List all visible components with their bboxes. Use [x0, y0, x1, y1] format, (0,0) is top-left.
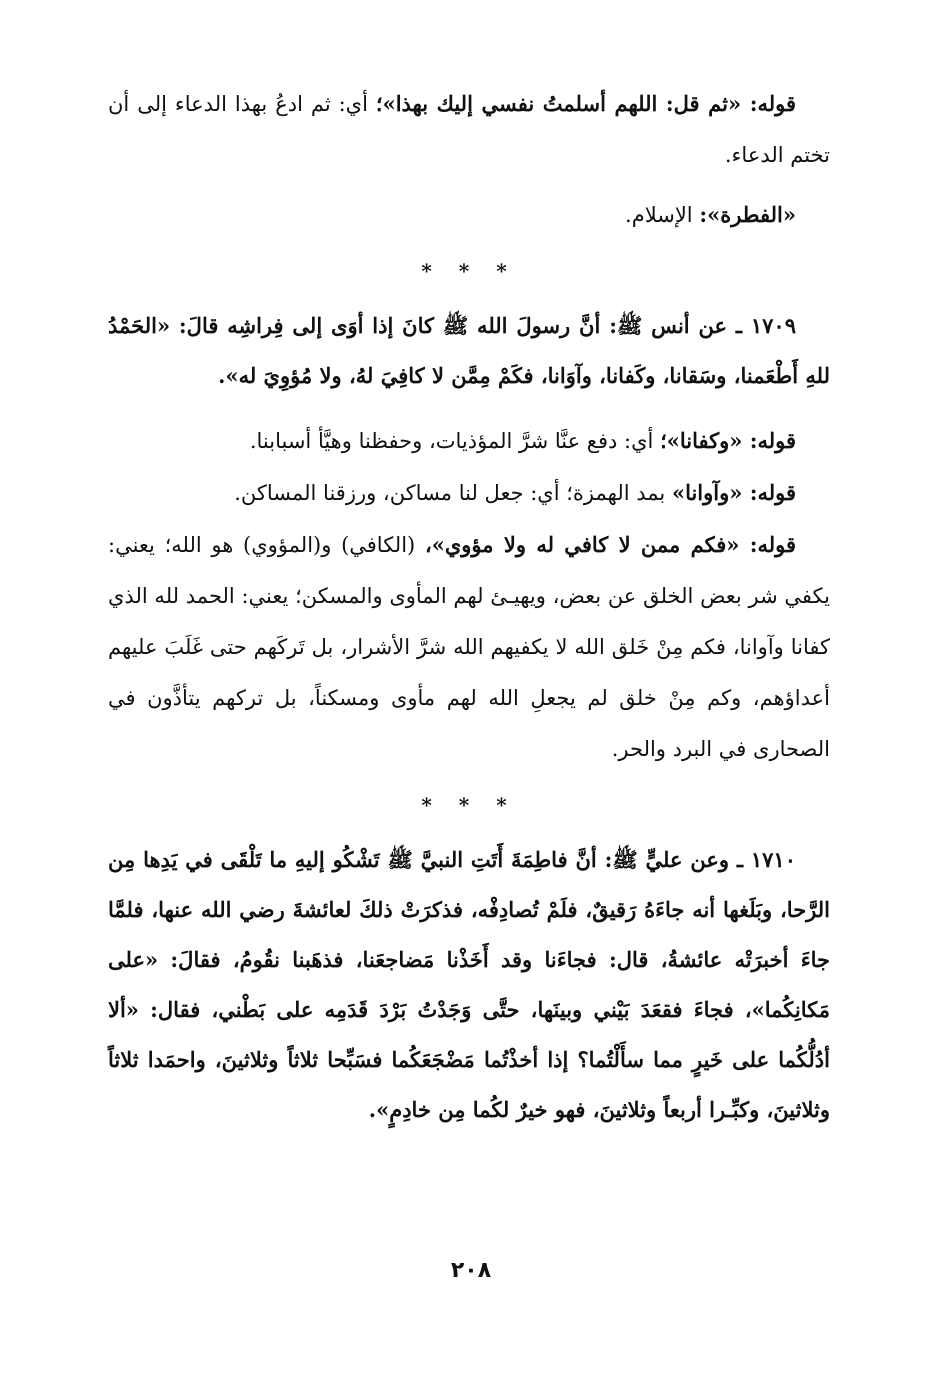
page-number: ٢٠٨: [450, 1258, 492, 1283]
commentary-text: بمد الهمزة؛ أي: جعل لنا مساكن، ورزقنا المساكن.: [234, 481, 672, 505]
hadith-number: ١٧١٠ ـ وعن عليٍّ ﷺ:: [604, 847, 796, 872]
commentary-text: (الكافي) و(المؤوي) هو الله؛ يعني: يكفي شر بعض الخلق عن بعض، ويهيـئ لهم المأوى والمسكن؛ يعني: الحمد لله الذي كفانا وآوانا، فكم مِنْ خَلق الله لا يكفيهم الله شرَّ الأشرار، بل تَركَهم حتى غَلَبَ عليهم أعداؤهم، وكم مِنْ خلق لم يجعلِ الله لهم مأوى ومسكناً، بل تركهم يتأذَّون في الصحارى في البرد والحر.: [108, 533, 830, 761]
page-body: [108, 78, 830, 1135]
hadith-number: ١٧٠٩ ـ عن أنس ﷺ:: [609, 313, 796, 338]
hadith-paragraph: [108, 301, 830, 401]
comment-paragraph: [108, 78, 830, 181]
hadith-text: أنَّ رسولَ الله ﷺ كانَ إذا أوَى إلى فِراشِه قالَ: «الحَمْدُ للهِ أَطْعَمنا، وسَقانا، وكَفانا، وآوَانا، فكَمْ مِمَّن لا كافِيَ لهُ، ولا مُؤوِيَ له».: [108, 313, 830, 388]
commentary-quote: قوله: «فكم ممن لا كافي له ولا مؤوي»،: [424, 532, 796, 557]
commentary-paragraph: [108, 519, 830, 775]
commentary-text: أي: دفع عنَّا شرَّ المؤذيات، وحفظنا وهيَّأ أسبابنا.: [249, 429, 661, 453]
comment-quote: «الفطرة»:: [699, 202, 796, 227]
commentary-paragraph: [108, 415, 830, 467]
comment-text: أي: ثم ادعُ بهذا الدعاء إلى أن تختم الدعاء.: [108, 92, 830, 167]
comment-text: الإسلام.: [625, 203, 700, 227]
commentary-paragraph: [108, 467, 830, 519]
commentary-quote: قوله: «وكفانا»؛: [660, 428, 796, 453]
section-separator: * * *: [421, 259, 517, 283]
commentary-quote: قوله: «وآوانا»: [671, 480, 796, 505]
comment-quote: قوله: «ثم قل: اللهم أسلمتُ نفسي إليك بهذا»؛: [375, 91, 796, 116]
comment-paragraph: [108, 189, 830, 241]
hadith-paragraph: [108, 835, 830, 1135]
section-separator: * * *: [421, 793, 517, 817]
hadith-text: أنَّ فاطِمَةَ أَتَتِ النبيَّ ﷺ تَشْكُو إليهِ ما تَلْقَى في يَدِها مِن الرَّحا، وبَلَغها أنه جاءَهُ رَقيقٌ، فلَمْ تُصادِفْه، فذكرَتْ ذلكَ لعائشةَ رضي الله عنها، فلمَّا جاءَ أخبرَتْه عائشةُ، قال: فجاءَنا وقد أَخَذْنا مَضاجعَنا، فذهَبنا نقُومُ، فقالَ: «على مَكانِكُما»، فجاءَ فقعَدَ بَيْني وبينَها، حتَّى وَجَدْتُ بَرْدَ قَدَمِه على بَطْني، فقال: «ألا أدُلُّكُما على خَيرٍ مما سأَلْتُما؟ إذا أخذْتُما مَضْجَعَكُما فسَبِّحا ثلاثاً وثلاثينَ، واحمَدا ثلاثاً وثلاثينَ، وكبِّـرا أربعاً وثلاثينَ، فهو خيرٌ لكُما مِن خادِمٍ».: [108, 847, 830, 1122]
